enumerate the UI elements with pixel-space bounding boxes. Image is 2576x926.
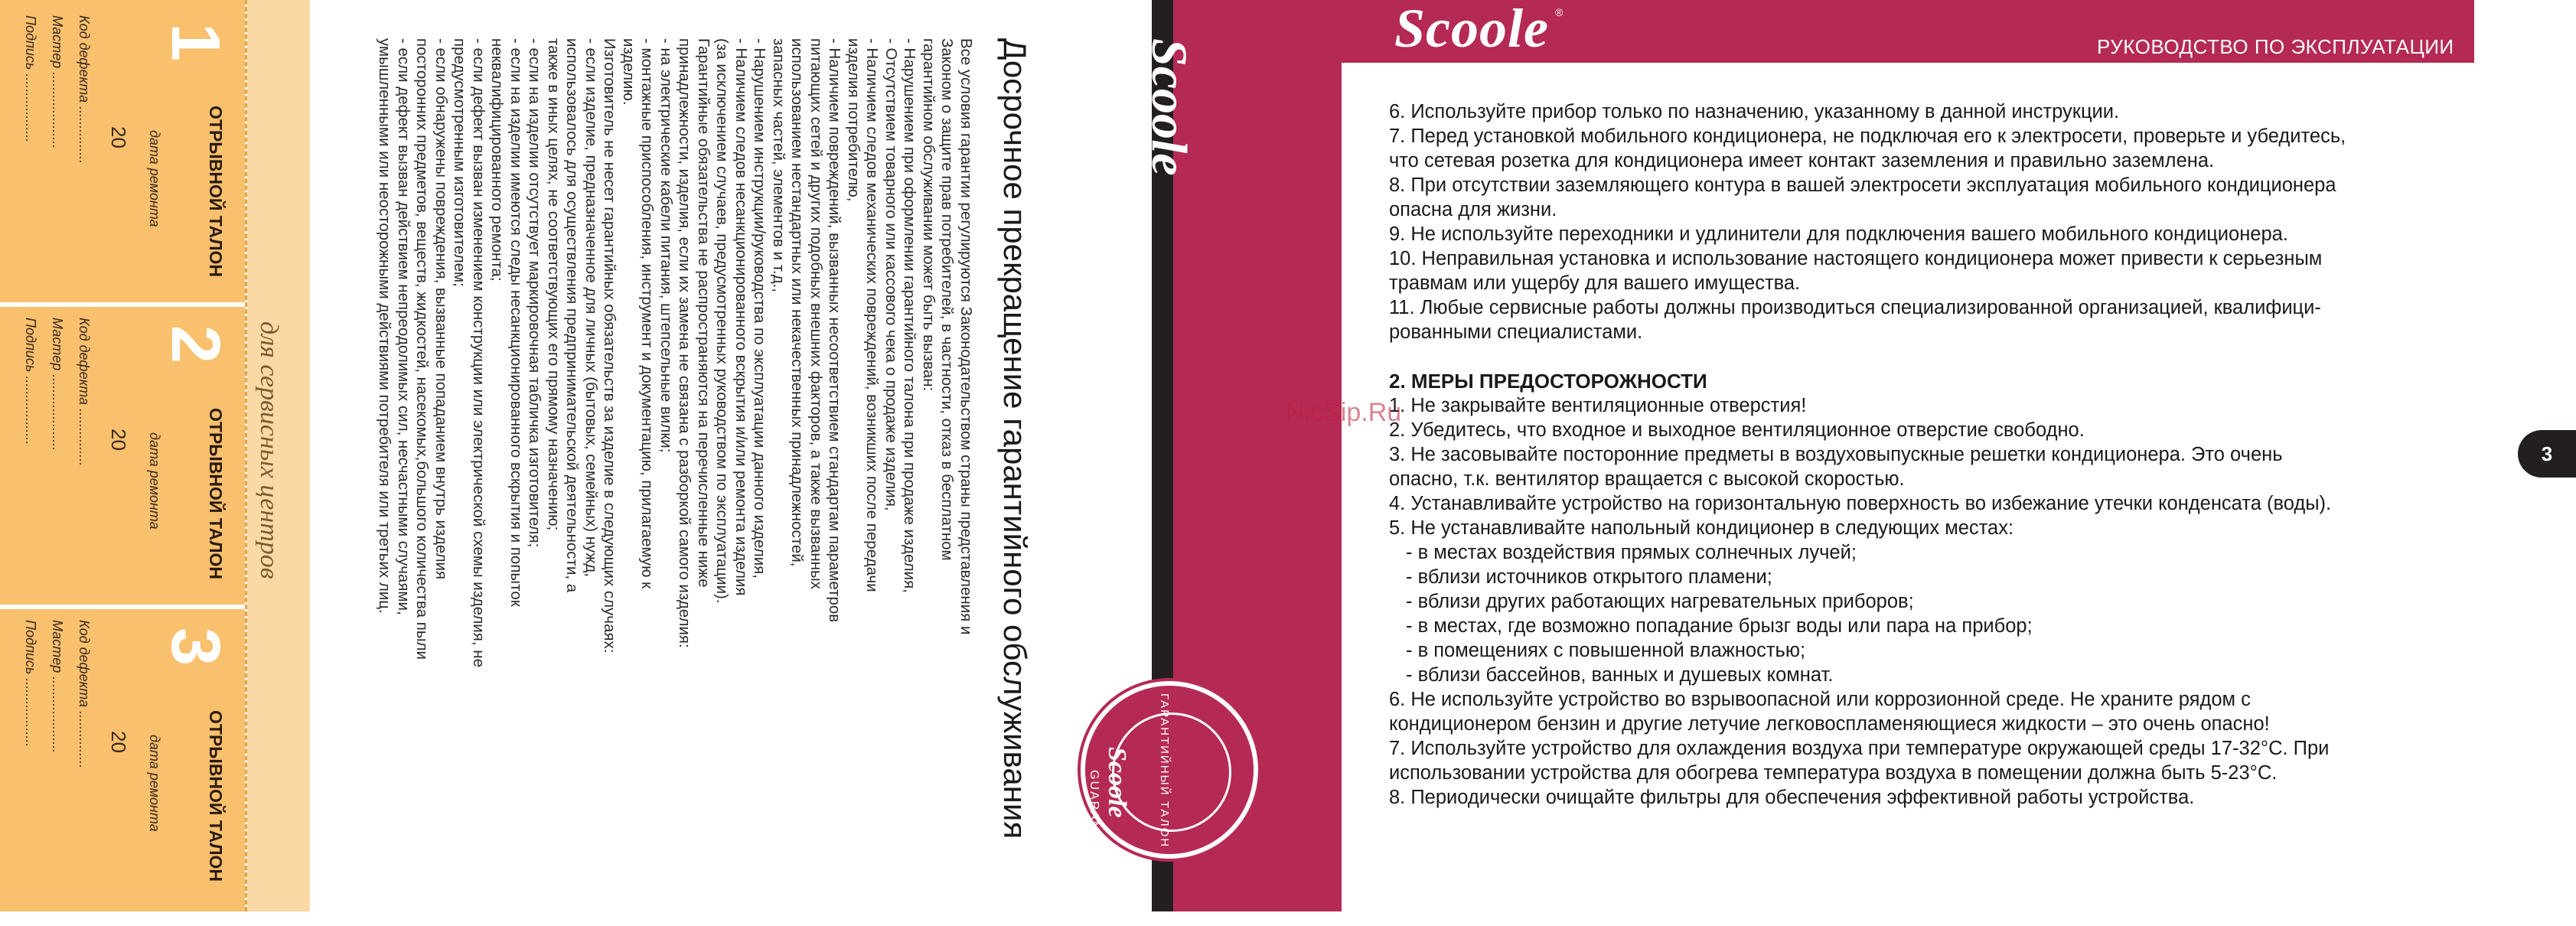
list-item: - вблизи других работающих нагревательных приборов;	[1406, 591, 1914, 612]
intro-list	[1389, 99, 2476, 344]
warranty-line: Законом о защите прав потребителей, в частности, отказ в бесплатном	[938, 38, 957, 561]
precautions-list	[1389, 393, 2476, 540]
warranty-line: изделия потребителю,	[845, 38, 862, 202]
warranty-line: запасных частей, элементов и т.д.,	[770, 38, 787, 292]
warranty-line: Изготовитель не несет гарантийных обязательств за изделие в следующих случаях:	[601, 38, 619, 654]
closing-list	[1389, 687, 2476, 810]
coupon-title: ОТРЫВНОЙ ТАЛОН	[206, 106, 226, 277]
warranty-line: также в иных целях, не соответствующих его прямому назначению;	[545, 38, 562, 531]
list-item: - вблизи бассейнов, ванных и душевых комнат.	[1406, 664, 1834, 686]
warranty-line: изделию.	[620, 38, 637, 106]
body-line: опасна для жизни.	[1389, 199, 1557, 220]
body-line: 6. Не используйте устройство во взрывоопасной или коррозионной среде. Не храните рядом с	[1389, 689, 2251, 710]
warranty-lines	[375, 38, 975, 926]
coupon-1	[0, 15, 233, 314]
coupon-sign-field: Подпись ..................	[23, 620, 38, 748]
coupon-sign-field: Подпись ..................	[23, 15, 38, 143]
guarantee-stamp	[1081, 681, 1258, 859]
list-item: - вблизи источников открытого пламени;	[1406, 566, 1772, 588]
warranty-line: использовалось для осуществления предпринимательской деятельности, а	[563, 38, 582, 593]
band-logo: Scoole	[1141, 38, 1197, 176]
coupon-master-field: Мастер ....................	[50, 15, 65, 149]
coupon-defect-field: Код дефекта ...............	[77, 15, 92, 165]
stamp-ring-text: ГАРАНТИЙНЫЙ ТАЛОН	[1158, 693, 1171, 849]
coupon-year: 20	[107, 731, 130, 753]
warranty-line: неквалифицированного ремонта;	[488, 38, 507, 282]
warranty-line: умышленными или неосторожными действиями потребителя или третьих лиц.	[376, 38, 394, 614]
warranty-line: посторонних предметов, веществ, жидкостей, насекомых,большого количества пыли	[413, 38, 432, 660]
body-line: 1. Не закрывайте вентиляционные отверстия!	[1389, 395, 1807, 416]
warranty-line: предусмотренным изготовителем;	[451, 38, 469, 287]
warranty-line: - Нарушением инструкции/руководства по эксплуатации данного изделия,	[751, 38, 769, 579]
body-line: 3. Не засовывайте посторонние предметы в воздуховыпускные решетки кондиционера. Это очень	[1389, 444, 2283, 465]
body-line: 6. Используйте прибор только по назначению, указанному в данной инструкции.	[1389, 101, 2120, 122]
body-line: 10. Неправильная установка и использование настоящего кондиционера может привести к серьезным	[1389, 248, 2323, 269]
coupon-master-field: Мастер ....................	[50, 620, 65, 754]
body-line: 9. Не используйте переходники и удлинители для подключения вашего мобильного кондиционера.	[1389, 223, 2288, 245]
coupon-date-label: дата ремонта	[147, 735, 162, 832]
warranty-line: - Наличием следов несанкционированного вскрытия и/или ремонта изделия	[732, 38, 750, 596]
body-line: 4. Устанавливайте устройство на горизонтальную поверхность во избежание утечки конденсата (воды).	[1389, 493, 2332, 514]
warranty-line: (за исключением случаев, предусмотренных руководством по эксплуатации).	[713, 38, 732, 604]
body-line: 11. Любые сервисные работы должны производиться специализированной организацией, квалифици-	[1389, 297, 2321, 318]
body-line: что сетевая розетка для кондиционера имеет контакт заземления и правильно заземлена.	[1389, 150, 2215, 171]
stamp-guarantee-text: GUARANTEE	[1087, 770, 1101, 860]
body-line: рованными специалистами.	[1389, 321, 1643, 343]
coupon-number: 1	[157, 23, 233, 62]
warranty-line: - Отсутствием товарного или кассового чека о продаже изделия,	[882, 38, 900, 511]
coupon-master-field: Мастер ....................	[50, 318, 65, 452]
coupon-3	[0, 620, 233, 918]
coupon-title: ОТРЫВНОЙ ТАЛОН	[206, 408, 226, 579]
coupon-defect-field: Код дефекта ...............	[77, 620, 92, 769]
body-line: 5. Не устанавливайте напольный кондиционер в следующих местах:	[1389, 517, 2014, 539]
warranty-line: - если изделие, предназначенное для личных (бытовых, семейных) нужд,	[582, 38, 600, 577]
coupon-title: ОТРЫВНОЙ ТАЛОН	[206, 710, 226, 882]
body-line: кондиционером бензин и другие летучие легковоспламеняющиеся жидкости – это очень опасно!	[1389, 713, 2270, 735]
instructions-body	[1389, 99, 2476, 810]
warranty-line: гарантийном обслуживании может быть вызван:	[920, 38, 937, 392]
warranty-line: принадлежности, изделия, если их замена не связана с разборкой самого изделия:	[676, 38, 694, 648]
warranty-line: - если дефект вызван действием непреодолимых сил, несчастными случаями,	[395, 38, 412, 615]
body-line: 2. Убедитесь, что входное и выходное вентиляционное отверстие свободно.	[1389, 419, 2085, 441]
warranty-line: - на электрические кабели питания, штепсельные вилки;	[657, 38, 675, 453]
body-line: опасно, т.к. вентилятор вращается с высокой скоростью.	[1389, 468, 1905, 490]
body-line: использовании устройства для обогрева температура воздуха в помещении должна быть 5-23°С.	[1389, 762, 2278, 784]
service-centers-label: для сервисных центров	[255, 321, 283, 579]
coupon-number: 2	[157, 325, 233, 364]
body-line: 7. Перед установкой мобильного кондиционера, не подключая его к электросети, проверьте и убедитесь,	[1389, 126, 2346, 147]
warranty-heading: Досрочное прекращение гарантийного обслуживания	[997, 38, 1033, 840]
coupon-2	[0, 318, 233, 616]
warranty-termination-block	[375, 38, 1033, 926]
warranty-line: - монтажные приспособления, инструмент и документацию, прилагаемую к	[638, 38, 657, 589]
warranty-line: - Нарушением при оформлении гарантийного талона при продаже изделия,	[901, 38, 919, 593]
warranty-line: - если обнаружены повреждения, вызванные попаданием внутрь изделия	[432, 38, 450, 580]
stamp-logo: Scoole	[1103, 747, 1131, 818]
warranty-line: - если на изделии отсутствует маркировочная табличка изготовителя;	[526, 38, 544, 548]
warranty-line: питающих сетей и других подобных внешних факторов, а также вызванных	[807, 38, 825, 590]
body-line: 8. Периодически очищайте фильтры для обеспечения эффективной работы устройства.	[1389, 787, 2195, 808]
warranty-line: - если на изделии имеются следы несанкционированного вскрытия и попыток	[507, 38, 525, 607]
body-line: травмам или ущербу для вашего имущества.	[1389, 272, 1801, 294]
warranty-line: Гарантийные обязательства не распространяются на перечисленные ниже	[695, 38, 712, 588]
header-subtitle: РУКОВОДСТВО ПО ЭКСПЛУАТАЦИИ	[2097, 35, 2454, 58]
warranty-line: Все условия гарантии регулируются Законодательством страны представления и	[957, 38, 975, 635]
header-registered-mark: ®	[1555, 6, 1564, 18]
body-line: 7. Используйте устройство для охлаждения воздуха при температуре окружающей среды 17-32°С. При	[1389, 738, 2330, 759]
coupon-year: 20	[107, 126, 130, 148]
list-item: - в местах воздействия прямых солнечных лучей;	[1406, 542, 1857, 563]
warranty-line: - Наличием повреждений, вызванных несоответствием стандартам параметров	[826, 38, 844, 623]
coupon-sign-field: Подпись ..................	[23, 318, 38, 445]
warranty-line: - Наличием следов механических повреждений, возникших после передачи	[863, 38, 882, 592]
coupon-date-label: дата ремонта	[147, 130, 162, 227]
coupon-number: 3	[157, 628, 233, 667]
places-list	[1389, 540, 2476, 687]
coupon-defect-field: Код дефекта ...............	[77, 318, 92, 467]
coupon-year: 20	[107, 429, 130, 451]
list-item: - в помещениях с повышенной влажностью;	[1406, 640, 1806, 661]
warranty-line: - если дефект вызван изменением конструкции или электрической схемы изделия, не	[470, 38, 487, 667]
warranty-line: использованием нестандартных или некачественных принадлежностей,	[788, 38, 807, 567]
section-heading: 2. МЕРЫ ПРЕДОСТОРОЖНОСТИ	[1389, 370, 1707, 393]
coupon-date-label: дата ремонта	[147, 432, 162, 530]
header-logo: Scoole	[1394, 0, 1549, 59]
list-item: - в местах, где возможно попадание брызг воды или пара на прибор;	[1406, 615, 2033, 637]
body-line: 8. При отсутствии заземляющего контура в вашей электросети эксплуатация мобильного кондиционера	[1389, 174, 2336, 196]
page-number-badge: 3	[2518, 430, 2576, 478]
watermark: NicSip.Ru	[1286, 398, 1402, 427]
